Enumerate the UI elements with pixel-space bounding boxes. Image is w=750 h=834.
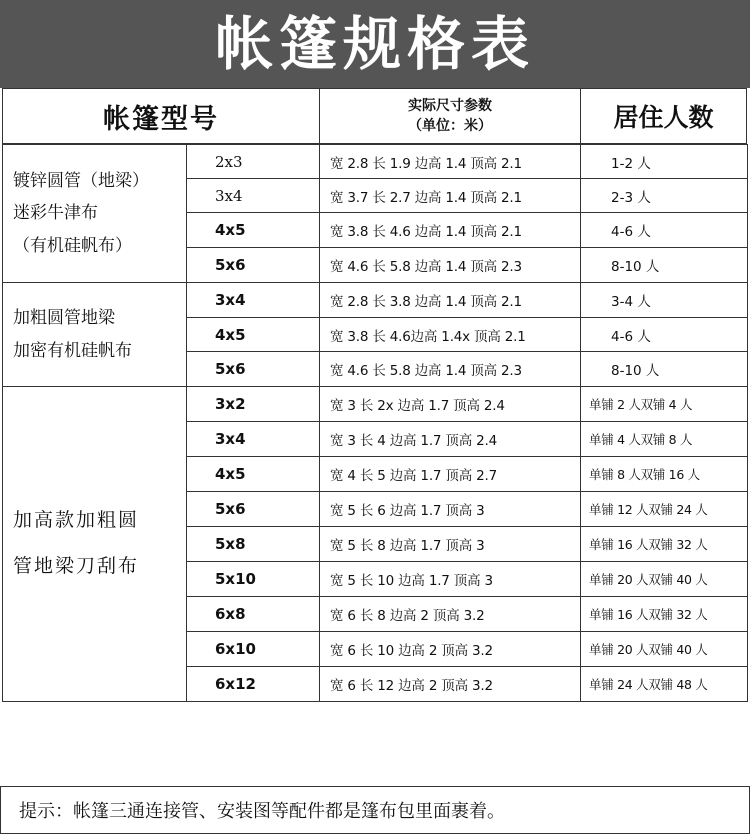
- occupancy-cell-text: 单铺 8 人双铺 16 人: [589, 467, 700, 482]
- dimensions-cell-text: 宽 2.8 长 3.8 边高 1.4 顶高 2.1: [330, 294, 522, 310]
- occupancy-cell-text: 单铺 24 人双铺 48 人: [589, 677, 708, 692]
- header-model: [2, 88, 320, 144]
- occupancy-cell: [580, 317, 748, 352]
- dimensions-cell: [319, 421, 581, 457]
- group-label-line: 管地梁刀刮布: [13, 555, 140, 577]
- dimensions-cell: [319, 456, 581, 492]
- size-cell-text: 5x6: [215, 500, 246, 518]
- size-cell: [186, 247, 320, 283]
- occupancy-cell-text: 4-6 人: [611, 224, 651, 240]
- group-label-line: 加密有机硅帆布: [13, 340, 132, 361]
- header-occupancy: [580, 88, 747, 144]
- size-cell: [186, 144, 320, 179]
- dimensions-cell: [319, 561, 581, 597]
- occupancy-cell: [580, 421, 748, 457]
- size-cell-text: 6x12: [215, 675, 256, 693]
- dimensions-cell-text: 宽 5 长 6 边高 1.7 顶高 3: [330, 503, 485, 519]
- occupancy-cell-text: 单铺 4 人双铺 8 人: [589, 432, 693, 447]
- size-cell-text: 5x6: [215, 360, 246, 378]
- group-label-line: 迷彩牛津布: [13, 203, 98, 224]
- occupancy-cell: [580, 212, 748, 248]
- occupancy-cell-text: 8-10 人: [611, 259, 660, 275]
- occupancy-cell-text: 单铺 16 人双铺 32 人: [589, 537, 708, 552]
- footer-note: [0, 786, 750, 834]
- dimensions-cell: [319, 317, 581, 352]
- size-cell-text: 3x2: [215, 395, 246, 413]
- occupancy-cell-text: 1-2 人: [611, 155, 651, 172]
- header-model-label: 帐篷型号: [103, 103, 219, 135]
- occupancy-cell: [580, 491, 748, 527]
- size-cell: [186, 317, 320, 352]
- group-label-line: 加高款加粗圆: [13, 509, 140, 532]
- occupancy-cell-text: 4-6 人: [611, 328, 651, 345]
- group-label-3: [2, 386, 187, 702]
- dimensions-cell: [319, 631, 581, 667]
- occupancy-cell-text: 8-10 人: [611, 363, 660, 379]
- size-cell-text: 4x5: [215, 465, 246, 483]
- size-cell-text: 3x4: [215, 291, 246, 309]
- occupancy-cell-text: 单铺 20 人双铺 40 人: [589, 572, 708, 587]
- size-cell-text: 3x4: [215, 430, 246, 448]
- size-cell: [186, 526, 320, 562]
- header-occupancy-label: 居住人数: [613, 103, 714, 132]
- size-cell: [186, 456, 320, 492]
- occupancy-cell: [580, 351, 748, 387]
- size-cell-text: 3x4: [215, 186, 243, 205]
- group-label-line: 镀锌圆管（地梁）: [13, 171, 149, 192]
- dimensions-cell-text: 宽 5 长 8 边高 1.7 顶高 3: [330, 538, 485, 554]
- size-cell-text: 4x5: [215, 221, 246, 239]
- dimensions-cell: [319, 212, 581, 248]
- occupancy-cell: [580, 561, 748, 597]
- occupancy-cell: [580, 178, 748, 213]
- dimensions-cell: [319, 247, 581, 283]
- size-cell-text: 5x10: [215, 570, 256, 588]
- group-label-line: 加粗圆管地梁: [13, 308, 115, 329]
- size-cell: [186, 596, 320, 632]
- occupancy-cell: [580, 526, 748, 562]
- dimensions-cell-text: 宽 4.6 长 5.8 边高 1.4 顶高 2.3: [330, 363, 522, 379]
- occupancy-cell: [580, 386, 748, 422]
- size-cell: [186, 421, 320, 457]
- occupancy-cell: [580, 144, 748, 179]
- group-label-1: [2, 144, 187, 283]
- header-dimensions-unit: （单位：米）: [408, 118, 492, 134]
- occupancy-cell: [580, 247, 748, 283]
- size-cell: [186, 212, 320, 248]
- occupancy-cell-text: 单铺 12 人双铺 24 人: [589, 502, 708, 517]
- occupancy-cell-text: 单铺 20 人双铺 40 人: [589, 642, 708, 657]
- dimensions-cell: [319, 526, 581, 562]
- size-cell: [186, 666, 320, 702]
- dimensions-cell-text: 宽 3 长 4 边高 1.7 顶高 2.4: [330, 433, 497, 449]
- size-cell: [186, 631, 320, 667]
- dimensions-cell-text: 宽 5 长 10 边高 1.7 顶高 3: [330, 573, 493, 589]
- spec-table: [0, 88, 750, 822]
- dimensions-cell-text: 宽 3 长 2x 边高 1.7 顶高 2.4: [330, 398, 505, 414]
- occupancy-cell-text: 单铺 16 人双铺 32 人: [589, 607, 708, 622]
- size-cell-text: 2x3: [215, 152, 243, 171]
- header-dimensions-label: 实际尺寸参数: [408, 98, 492, 114]
- dimensions-cell-text: 宽 3.7 长 2.7 边高 1.4 顶高 2.1: [330, 189, 522, 206]
- size-cell: [186, 282, 320, 318]
- dimensions-cell: [319, 178, 581, 213]
- dimensions-cell: [319, 282, 581, 318]
- size-cell-text: 6x10: [215, 640, 256, 658]
- size-cell: [186, 178, 320, 213]
- dimensions-cell: [319, 596, 581, 632]
- footer-note-text: 提示：帐篷三通连接管、安装图等配件都是篷布包里面裹着。: [19, 801, 505, 822]
- occupancy-cell: [580, 631, 748, 667]
- size-cell-text: 5x6: [215, 256, 246, 274]
- occupancy-cell-text: 2-3 人: [611, 189, 651, 206]
- size-cell-text: 6x8: [215, 605, 246, 623]
- dimensions-cell-text: 宽 3.8 长 4.6边高 1.4x 顶高 2.1: [330, 328, 526, 345]
- dimensions-cell-text: 宽 2.8 长 1.9 边高 1.4 顶高 2.1: [330, 155, 522, 172]
- dimensions-cell-text: 宽 4 长 5 边高 1.7 顶高 2.7: [330, 468, 497, 484]
- occupancy-cell: [580, 666, 748, 702]
- occupancy-cell-text: 3-4 人: [611, 294, 651, 310]
- dimensions-cell: [319, 666, 581, 702]
- dimensions-cell-text: 宽 6 长 10 边高 2 顶高 3.2: [330, 643, 493, 659]
- size-cell: [186, 491, 320, 527]
- occupancy-cell-text: 单铺 2 人双铺 4 人: [589, 397, 693, 412]
- occupancy-cell: [580, 456, 748, 492]
- dimensions-cell: [319, 386, 581, 422]
- group-label-2: [2, 282, 187, 387]
- dimensions-cell-text: 宽 3.8 长 4.6 边高 1.4 顶高 2.1: [330, 224, 522, 240]
- size-cell-text: 4x5: [215, 325, 246, 344]
- size-cell: [186, 561, 320, 597]
- dimensions-cell-text: 宽 6 长 8 边高 2 顶高 3.2: [330, 608, 485, 624]
- dimensions-cell-text: 宽 4.6 长 5.8 边高 1.4 顶高 2.3: [330, 259, 522, 275]
- group-label-line: （有机硅帆布）: [13, 235, 132, 256]
- dimensions-cell: [319, 144, 581, 179]
- header-dimensions: [319, 88, 581, 144]
- occupancy-cell: [580, 596, 748, 632]
- size-cell: [186, 351, 320, 387]
- dimensions-cell: [319, 491, 581, 527]
- dimensions-cell: [319, 351, 581, 387]
- dimensions-cell-text: 宽 6 长 12 边高 2 顶高 3.2: [330, 678, 493, 694]
- page-title: 帐篷规格表: [214, 10, 535, 78]
- size-cell: [186, 386, 320, 422]
- size-cell-text: 5x8: [215, 535, 246, 553]
- title-banner: [0, 0, 750, 88]
- occupancy-cell: [580, 282, 748, 318]
